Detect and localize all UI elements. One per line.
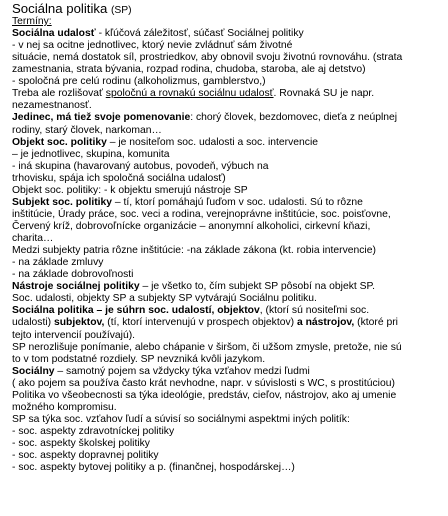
- text-line: [12, 209, 391, 221]
- text-segment: - kľúčová záležitosť, súčasť Sociálnej politiky: [95, 28, 304, 39]
- text-segment: – je všetko to, čím subjekt SP pôsobí na objekt SP.: [139, 281, 375, 293]
- text-line: [12, 390, 396, 402]
- text-line: [12, 197, 363, 209]
- text-line: [12, 426, 174, 438]
- text-line: [12, 414, 350, 426]
- text-line: [12, 366, 310, 378]
- bold-term: a nástrojov,: [296, 317, 355, 329]
- text-segment: - v nej sa ocitne jednotlivec, ktorý nevie zvládnuť sám životné: [12, 40, 293, 52]
- text-line: [12, 185, 248, 197]
- text-line: [12, 354, 265, 366]
- text-segment: charita…: [12, 233, 54, 244]
- text-segment: trhovisku, spája ich spoločná sociálna udalosť): [12, 172, 226, 184]
- bold-term: Subjekt soc. politiky: [12, 196, 113, 208]
- text-line: [12, 76, 266, 88]
- text-line: [12, 293, 317, 305]
- text-line: [12, 112, 397, 124]
- text-segment: - soc. aspekty školskej politiky: [12, 438, 150, 449]
- text-line: [12, 40, 292, 52]
- text-segment: , (ktorí sú nositeľmi soc.: [259, 305, 370, 317]
- text-segment: SP sa týka soc. vzťahov ľudí a súvisí so sociálnymi aspektmi iných politík:: [12, 413, 350, 425]
- text-line: [12, 317, 398, 329]
- text-segment: situácie, nemá dostatok síl, prostriedkov, aby obnovil svoju životnú rovnováhu. (strata: [12, 52, 403, 64]
- text-line: [12, 378, 395, 390]
- bold-term: Sociálna udalosť: [12, 28, 96, 39]
- text-segment: Politika vo všeobecnosti sa týka ideológie, predstáv, cieľov, nástrojov, ako aj umenie: [12, 389, 397, 401]
- text-line: [12, 342, 402, 354]
- text-line: [12, 438, 150, 450]
- text-segment: - soc. aspekty zdravotníckej politiky: [12, 426, 175, 437]
- text-line: [12, 137, 318, 149]
- text-line: [12, 402, 117, 414]
- terms-heading: Termíny:: [12, 16, 52, 27]
- title-suffix: (SP): [110, 5, 132, 16]
- text-segment: Červený kríž, dobrovoľnícke organizácie – anonymní alkoholici, cirkevní kňazi,: [12, 221, 371, 232]
- text-line: [12, 221, 370, 233]
- text-segment: zamestnania, strata bývania, rozpad rodina, chudoba, staroba, ale aj detstvo): [12, 64, 366, 76]
- text-line: [12, 450, 159, 462]
- text-line: [12, 161, 268, 173]
- text-line: [12, 88, 374, 100]
- text-segment: udalosti): [12, 317, 54, 329]
- text-segment: . Rovnaká SU je napr.: [273, 88, 375, 100]
- text-segment: rodiny, starý človek, narkoman…: [12, 124, 162, 136]
- text-segment: – tí, ktorí pomáhajú ľuďom v soc. udalosti. Sú to rôzne: [112, 196, 363, 208]
- text-segment: to v tom podstatné rozdiely. SP nevzniká kvôli jazykom.: [12, 353, 266, 365]
- text-segment: - na základe zmluvy: [12, 257, 104, 269]
- text-line: [12, 257, 103, 269]
- text-line: [12, 173, 226, 185]
- text-line: [12, 269, 133, 281]
- text-line: [12, 462, 295, 474]
- text-line: [12, 233, 53, 245]
- text-line: [12, 281, 375, 293]
- text-line: [12, 52, 402, 64]
- text-line: [12, 28, 304, 40]
- text-segment: SP nerozlišuje ponímanie, alebo chápanie v širšom, či užšom zmysle, pretože, nie sú: [12, 341, 402, 353]
- text-segment: možného kompromisu.: [12, 401, 117, 413]
- text-segment: - soc. aspekty dopravnej politiky: [12, 450, 159, 462]
- text-segment: nezamestnanosť.: [12, 100, 92, 112]
- underlined-text: spoločnú a rovnakú sociálnu udalosť: [105, 88, 274, 100]
- text-segment: Objekt soc. politiky: - k objektu smerujú nástroje SP: [12, 184, 248, 196]
- text-segment: Treba ale rozlišovať: [12, 88, 106, 100]
- text-segment: - spoločná pre celú rodinu (alkoholizmus, gamblerstvo,): [12, 76, 266, 88]
- text-segment: ( ako pojem sa používa často krát nevhodne, napr. v súvislosti s WC, s prostitúciou): [12, 377, 395, 389]
- text-segment: - na základe dobrovoľnosti: [12, 269, 134, 281]
- text-line: [12, 100, 92, 112]
- text-segment: – je jednotlivec, skupina, komunita: [12, 148, 170, 160]
- bold-term: Sociálna politika – je súhrn soc. udalostí, objektov: [12, 305, 260, 317]
- text-segment: inštitúcie, Úrady práce, soc. veci a rodina, verejnoprávne inštitúcie, soc. poisťovne,: [12, 208, 391, 220]
- text-line: [12, 305, 369, 317]
- text-line: [12, 330, 135, 342]
- bold-term: Nástroje sociálnej politiky: [12, 281, 140, 293]
- title-text: Sociálna politika: [12, 1, 108, 16]
- text-segment: - soc. aspekty bytovej politiky a p. (finančnej, hospodárskej…): [12, 462, 295, 474]
- text-segment: - iná skupina (havarovaný autobus, povodeň, výbuch na: [12, 160, 269, 172]
- text-line: [12, 149, 170, 161]
- bold-term: Objekt soc. politiky: [12, 136, 107, 148]
- text-line: [12, 245, 376, 257]
- text-segment: : chorý človek, bezdomovec, dieťa z neúplnej: [190, 112, 398, 124]
- text-line: [12, 64, 366, 76]
- text-segment: Medzi subjekty patria rôzne inštitúcie: -na základe zákona (kt. robia intervencie): [12, 245, 376, 257]
- text-segment: – je nositeľom soc. udalosti a soc. intervencie: [106, 136, 318, 148]
- text-segment: (tí, ktorí intervenujú v prospech objektov): [104, 317, 297, 329]
- text-line: [12, 125, 162, 137]
- text-segment: (ktoré pri: [354, 317, 398, 329]
- bold-term: Jedinec, má tiež svoje pomenovanie: [12, 112, 191, 124]
- bold-term: Sociálny: [12, 365, 55, 377]
- text-segment: – samotný pojem sa vždycky týka vzťahov medzi ľudmi: [54, 365, 310, 377]
- text-segment: tejto intervencií používajú).: [12, 329, 136, 341]
- text-segment: Soc. udalosti, objekty SP a subjekty SP vytvárajú Sociálnu politiku.: [12, 293, 317, 305]
- bold-term: subjektov,: [53, 317, 105, 329]
